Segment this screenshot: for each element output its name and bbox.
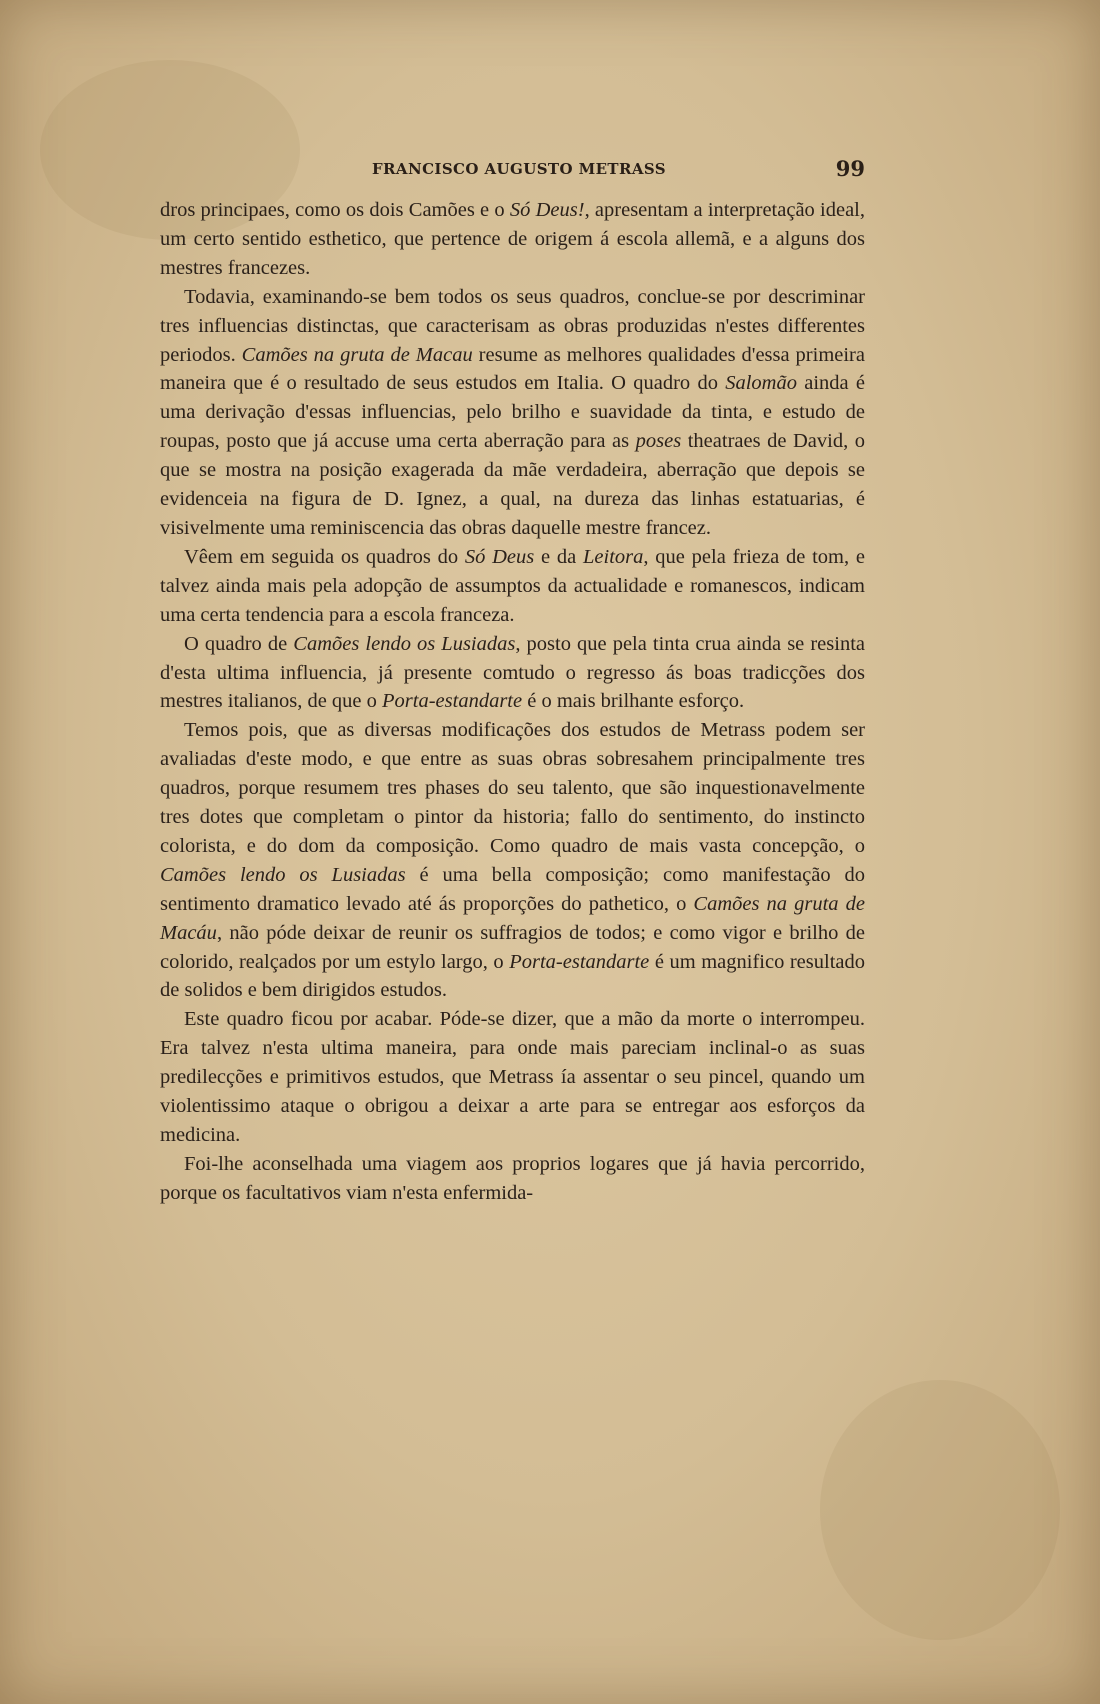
text-run: Todavia, examinando-se bem todos os seus quadros, conclue-se por descriminar tres influencias distinctas, que caracterisam as obras produzidas n'estes differentes periodos. (160, 285, 865, 366)
text-run: é o mais brilhante esforço. (522, 690, 745, 713)
italic-title: Camões na gruta de Macáu (160, 892, 865, 944)
paragraph (160, 716, 865, 1005)
running-title: FRANCISCO AUGUSTO METRASS (372, 160, 667, 178)
text-run: é um magnifico resultado de solidos e bem dirigidos estudos. (160, 950, 865, 1002)
italic-title: Porta-estandarte (382, 690, 523, 713)
text-run: , que pela frieza de tom, e talvez ainda mais pela adopção de assumptos da actualidade e romanescos, indicam uma certa tendencia para a escola franceza. (160, 545, 865, 626)
italic-title: poses (635, 430, 682, 453)
italic-title: Porta-estandarte (509, 950, 650, 973)
paragraph (160, 1150, 865, 1208)
text-run: dros principaes, como os dois Camões e o (160, 199, 510, 221)
text-run: Vêem em seguida os quadros do (184, 545, 465, 568)
text-run: ainda é uma derivação d'essas influencias, pelo brilho e suavidade da tinta, e estudo de roupas, posto que já accuse uma certa aberração para as (160, 372, 865, 453)
text-run: , posto que pela tinta crua ainda se resinta d'esta ultima influencia, já presente comtudo o regresso ás boas tradicções dos mestres italianos, de que o (160, 632, 865, 713)
text-run: theatraes de David, o que se mostra na posição exagerada da mãe verdadeira, aberração que depois se evidenceia na figura de D. Ignez, a qual, na dureza das linhas estatuarias, é visivelmente uma reminiscencia das obras daquelle mestre francez. (160, 430, 865, 539)
text-run: Foi-lhe aconselhada uma viagem aos proprios logares que já havia percorrido, porque os facultativos viam n'esta enfermida- (160, 1152, 865, 1204)
text-run: resume as melhores qualidades d'essa primeira maneira que é o resultado de seus estudos em Italia. O quadro do (160, 343, 865, 395)
running-header (160, 156, 865, 186)
paragraph (160, 196, 865, 283)
body-text (160, 196, 865, 1208)
italic-title: Leitora (583, 545, 644, 568)
italic-title: Camões na gruta de Macau (241, 343, 473, 366)
text-run: e da (534, 545, 584, 568)
paragraph (160, 630, 865, 717)
text-run: , não póde deixar de reunir os suffragios de todos; e como vigor e brilho de colorido, realçados por um estylo largo, o (160, 921, 865, 973)
text-run: Este quadro ficou por acabar. Póde-se dizer, que a mão da morte o interrompeu. Era talvez n'esta ultima maneira, para onde mais pareciam inclinal-o as suas predilecções e primitivos estudos, que Metrass ía assentar o seu pincel, quando um violentissimo ataque o obrigou a deixar a arte para se entregar aos esforços da medicina. (160, 1008, 865, 1146)
paragraph (160, 283, 865, 543)
text-run: é uma bella composição; como manifestação do sentimento dramatico levado até ás proporções do pathetico, o (160, 863, 865, 915)
italic-title: Só Deus (464, 545, 535, 568)
paper-stain (820, 1380, 1060, 1640)
italic-title: Salomão (725, 372, 797, 395)
text-run: Temos pois, que as diversas modificações dos estudos de Metrass podem ser avaliadas d'este modo, e que entre as suas obras sobresahem principalmente tres quadros, porque resumem tres phases do seu talento, que são inquestionavelmente tres dotes que completam o pintor da historia; fallo do sentimento, do instincto colorista, e do dom da composição. Como quadro de mais vasta concepção, o (160, 719, 865, 857)
paragraph (160, 543, 865, 630)
italic-title: Camões lendo os Lusiadas (160, 863, 406, 886)
italic-title: Só Deus! (509, 199, 585, 221)
text-run: O quadro de (184, 632, 294, 655)
page-number: 99 (835, 156, 865, 181)
text-run: , apresentam a interpretação ideal, um certo sentido esthetico, que pertence de origem á escola allemã, e a alguns dos mestres francezes. (160, 199, 865, 279)
italic-title: Camões lendo os Lusiadas (293, 632, 516, 655)
paragraph (160, 1005, 865, 1150)
